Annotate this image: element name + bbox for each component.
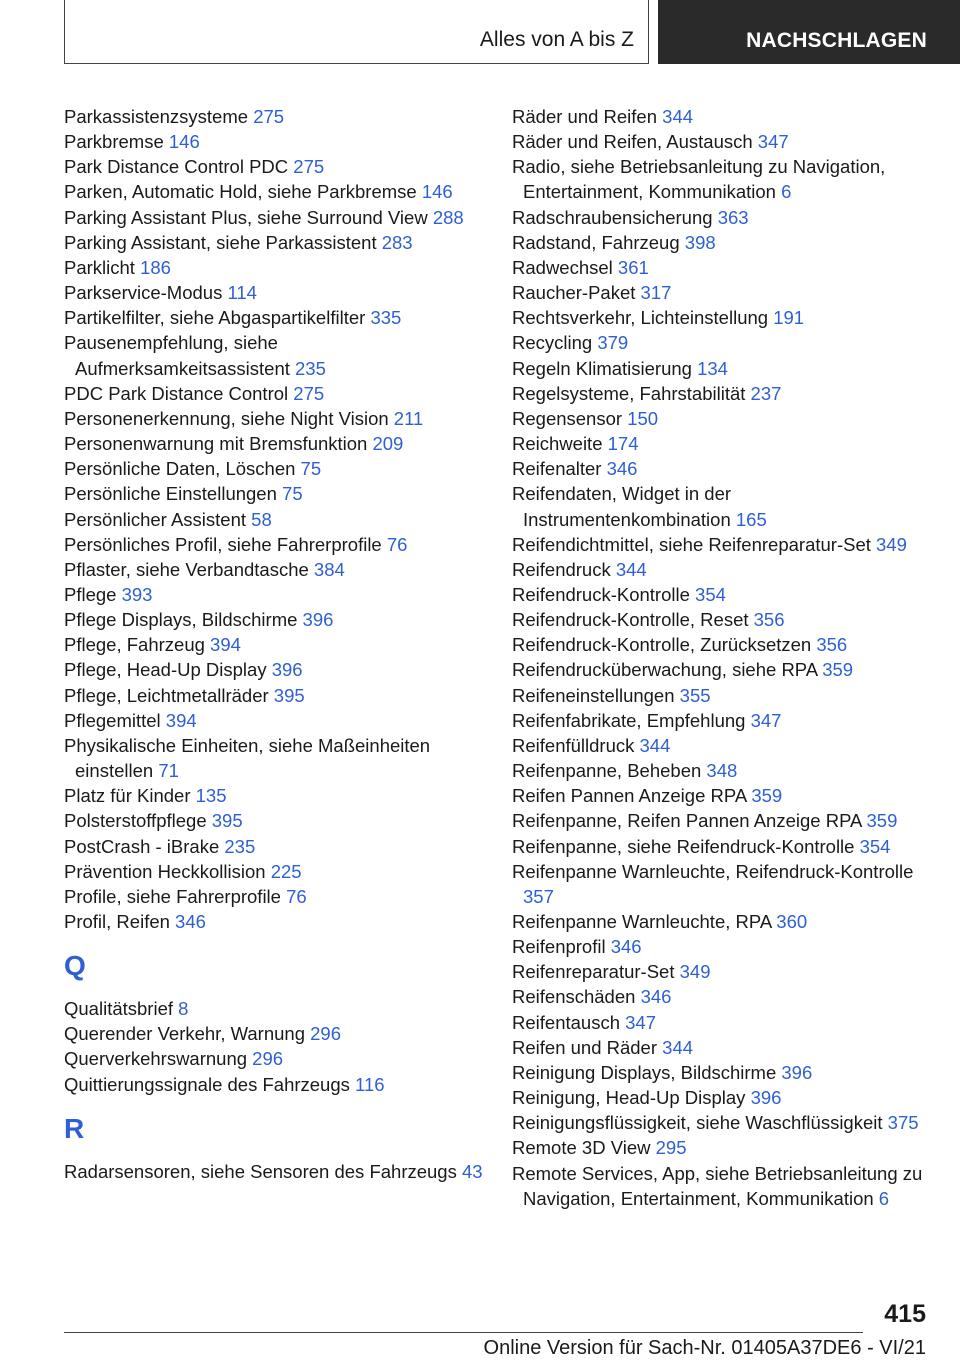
index-entry-term: Reinigungsflüssigkeit, siehe Waschflüssigkeit: [512, 1112, 888, 1134]
index-entry-page-link[interactable]: 360: [776, 911, 808, 932]
index-entry-page-link[interactable]: 165: [735, 508, 767, 530]
index-entry: [512, 834, 932, 859]
index-entry-page-link[interactable]: 75: [300, 458, 322, 480]
index-entry: [512, 280, 932, 305]
index-entry: [64, 532, 484, 557]
index-entry-page-link[interactable]: 346: [610, 936, 642, 958]
index-entry-page-link[interactable]: 58: [251, 508, 272, 530]
index-entry-term: Pflege, Head-Up Display: [64, 659, 272, 681]
index-entry: [64, 859, 484, 884]
index-entry: [64, 909, 484, 934]
index-entry: [512, 381, 932, 406]
index-entry: [64, 1072, 484, 1097]
index-entry: [64, 808, 484, 833]
index-entry: [512, 330, 932, 355]
index-entry-page-link[interactable]: 359: [866, 810, 898, 832]
index-entry: [512, 657, 932, 682]
index-entry-term: Parkservice-Modus: [64, 282, 228, 304]
index-entry: [64, 632, 484, 657]
index-entry-page-link[interactable]: 135: [195, 785, 227, 807]
index-entry-page-link[interactable]: 43: [462, 1160, 483, 1182]
index-entry-term: Radschraubensicherung: [512, 206, 718, 228]
index-entry-term: Profil, Reifen: [64, 911, 176, 932]
index-entry-term: Polsterstoffpflege: [64, 810, 212, 832]
index-entry-page-link[interactable]: 146: [168, 131, 200, 153]
index-entry: [64, 205, 484, 230]
index-entry-page-link[interactable]: 116: [355, 1073, 385, 1095]
index-entry-term: Personenerkennung, siehe Night Vision: [64, 407, 394, 429]
header-chapter-title: NACHSCHLAGEN: [746, 29, 927, 52]
index-entry-page-link[interactable]: 296: [310, 1023, 341, 1045]
index-entry: [64, 683, 484, 708]
index-entry: [512, 733, 932, 758]
index-entry-page-link[interactable]: 395: [273, 684, 305, 706]
index-entry-page-link[interactable]: 355: [679, 684, 711, 706]
index-entry-page-link[interactable]: 114: [227, 282, 257, 304]
index-entry-term: Persönliche Daten, Löschen: [64, 458, 301, 480]
index-entry-term: Reifenpanne, siehe Reifendruck-Kontrolle: [512, 835, 860, 857]
index-entry-page-link[interactable]: 396: [781, 1061, 813, 1083]
index-entry-page-link[interactable]: 8: [178, 998, 189, 1020]
index-entry: [512, 154, 932, 204]
index-entry-term: Regelsysteme, Fahrstabilität: [512, 382, 751, 404]
index-entry: [512, 1161, 932, 1211]
index-entry: [64, 280, 484, 305]
index-entry-term: Reifendrucküberwachung, siehe RPA: [512, 659, 823, 681]
index-entry: [512, 431, 932, 456]
index-entry-term: PostCrash - iBrake: [64, 835, 225, 857]
index-entry-term: Parken, Automatic Hold, siehe Parkbremse: [64, 181, 422, 203]
index-entry: [64, 708, 484, 733]
index-entry-term: Physikalische Einheiten, siehe Maßeinheiten einstellen: [64, 734, 431, 782]
index-entry-page-link[interactable]: 354: [695, 583, 726, 605]
index-entry-term: Partikelfilter, siehe Abgaspartikelfilter: [64, 307, 371, 329]
index-entry-term: Regeln Klimatisierung: [512, 357, 698, 379]
index-entry-page-link[interactable]: 146: [421, 181, 453, 203]
index-entry: [64, 996, 484, 1021]
index-entry-page-link[interactable]: 356: [816, 634, 848, 656]
index-entry-term: Reifenprofil: [512, 936, 611, 958]
index-entry-term: Quittierungssignale des Fahrzeugs: [64, 1073, 356, 1095]
header-section-box: [64, 0, 649, 64]
index-entry-term: Reifendruck: [512, 558, 616, 580]
index-entry-term: Pausenempfehlung, siehe Aufmerksamkeitsassistent: [64, 332, 296, 379]
index-entry-page-link[interactable]: 349: [876, 533, 907, 555]
index-entry-page-link[interactable]: 396: [271, 659, 303, 681]
index-entry-page-link[interactable]: 295: [655, 1137, 687, 1159]
index-entry-term: Radio, siehe Betriebsanleitung zu Navigation, Entertainment, Kommunikation: [512, 156, 886, 203]
index-entry-term: Remote 3D View: [512, 1137, 656, 1159]
index-entry: [512, 758, 932, 783]
index-entry: [64, 406, 484, 431]
index-entry: [512, 205, 932, 230]
index-entry: [64, 582, 484, 607]
index-entry-page-link[interactable]: 363: [717, 206, 749, 228]
index-entry-term: Recycling: [512, 332, 598, 354]
index-entry-page-link[interactable]: 348: [706, 760, 738, 782]
index-entry-page-link[interactable]: 359: [751, 785, 783, 807]
index-column-right: [512, 104, 932, 1211]
index-entry-term: Reifen und Räder: [512, 1036, 663, 1058]
index-entry-page-link[interactable]: 346: [606, 458, 638, 480]
index-entry-page-link[interactable]: 346: [640, 986, 672, 1008]
index-entry: [512, 607, 932, 632]
index-entry-term: Reifendruck-Kontrolle, Reset: [512, 609, 754, 631]
index-entry-page-link[interactable]: 191: [773, 307, 805, 329]
index-entry: [64, 456, 484, 481]
index-letter-heading: Q: [64, 950, 86, 982]
index-entry-page-link[interactable]: 344: [662, 1036, 694, 1058]
index-entry: [512, 481, 932, 531]
index-entry: [64, 129, 484, 154]
index-entry-page-link[interactable]: 283: [381, 231, 413, 253]
index-entry: [64, 657, 484, 682]
index-entry-term: Park Distance Control PDC: [64, 156, 294, 178]
index-entry-page-link[interactable]: 317: [640, 282, 672, 304]
index-letter-heading: R: [64, 1112, 85, 1144]
index-entry: [512, 1135, 932, 1160]
index-entry: [512, 808, 932, 833]
index-entry-term: Persönliche Einstellungen: [64, 483, 283, 505]
page-number: 415: [884, 1300, 926, 1328]
index-entry: [512, 557, 932, 582]
index-entry-page-link[interactable]: 379: [597, 332, 629, 354]
index-entry-page-link[interactable]: 150: [627, 407, 659, 429]
index-entry-page-link[interactable]: 76: [386, 533, 408, 555]
footer-divider: [64, 1332, 863, 1333]
index-entry: [64, 834, 484, 859]
index-entry-page-link[interactable]: 396: [302, 609, 334, 631]
index-entry: [512, 1060, 932, 1085]
index-entry-page-link[interactable]: 235: [295, 357, 326, 379]
index-entry-term: Reifendruck-Kontrolle, Zurücksetzen: [512, 634, 817, 656]
index-entry: [512, 1035, 932, 1060]
index-entry-page-link[interactable]: 225: [270, 860, 302, 882]
index-entry-page-link[interactable]: 384: [313, 558, 345, 580]
index-entry: [512, 934, 932, 959]
index-entry: [512, 632, 932, 657]
index-entry: [64, 1159, 484, 1184]
index-entry-page-link[interactable]: 186: [140, 256, 171, 278]
index-entry-term: Reifendaten, Widget in der Instrumentenkombination: [512, 483, 736, 530]
index-entry: [64, 607, 484, 632]
index-entry-page-link[interactable]: 344: [662, 106, 694, 127]
index-entry-page-link[interactable]: 174: [607, 433, 639, 455]
index-entry-page-link[interactable]: 394: [210, 634, 241, 656]
index-entry-page-link[interactable]: 335: [370, 307, 402, 329]
index-entry-page-link[interactable]: 344: [615, 558, 647, 580]
index-entry-term: Reifenfülldruck: [512, 734, 640, 756]
index-entry: [64, 733, 484, 783]
index-entry: [512, 582, 932, 607]
index-entry-term: Räder und Reifen, Austausch: [512, 131, 758, 153]
index-entry: [64, 431, 484, 456]
index-entry-page-link[interactable]: 344: [639, 734, 671, 756]
index-entry-term: Querverkehrswarnung: [64, 1048, 253, 1070]
index-entry-term: Personenwarnung mit Bremsfunktion: [64, 433, 373, 455]
index-entry-term: Querender Verkehr, Warnung: [64, 1023, 311, 1045]
index-entry-page-link[interactable]: 296: [252, 1048, 284, 1070]
index-entry-term: Reifenpanne Warnleuchte, RPA: [512, 911, 777, 932]
index-entry-page-link[interactable]: 288: [432, 206, 464, 228]
index-entry-page-link[interactable]: 396: [750, 1087, 782, 1109]
index-entry-page-link[interactable]: 398: [684, 231, 716, 253]
index-entry-page-link[interactable]: 134: [697, 357, 728, 379]
index-entry-term: Prävention Heckkollision: [64, 860, 271, 882]
index-entry-term: Reifenfabrikate, Empfehlung: [512, 709, 751, 731]
index-entry-page-link[interactable]: 347: [750, 709, 782, 731]
index-entry: [64, 557, 484, 582]
index-entry-page-link[interactable]: 211: [393, 407, 424, 429]
index-entry: [64, 104, 484, 129]
index-entry-page-link[interactable]: 346: [175, 911, 206, 932]
index-entry-term: Radstand, Fahrzeug: [512, 231, 685, 253]
index-entry: [512, 356, 932, 381]
index-entry: [512, 255, 932, 280]
index-entry: [64, 179, 484, 204]
index-entry-term: Persönlicher Assistent: [64, 508, 252, 530]
index-entry-term: Qualitätsbrief: [64, 998, 179, 1020]
index-entry-page-link[interactable]: 395: [211, 810, 243, 832]
index-entry-page-link[interactable]: 354: [859, 835, 891, 857]
index-entry-page-link[interactable]: 347: [757, 131, 789, 153]
index-entry-term: Reichweite: [512, 433, 608, 455]
index-entry-page-link[interactable]: 237: [750, 382, 782, 404]
index-entry-page-link[interactable]: 349: [679, 961, 711, 983]
index-entry-term: Persönliches Profil, siehe Fahrerprofile: [64, 533, 387, 555]
header-chapter-tab: [658, 0, 960, 64]
index-entry-term: Reifendruck-Kontrolle: [512, 583, 696, 605]
index-entry-term: Parkassistenzsysteme: [64, 106, 254, 127]
index-entry: [512, 1110, 932, 1135]
index-entry: [512, 129, 932, 154]
index-entry-term: Reinigung, Head-Up Display: [512, 1087, 751, 1109]
index-entry-term: Pflaster, siehe Verbandtasche: [64, 558, 314, 580]
index-entry: [512, 859, 932, 909]
index-entry: [512, 406, 932, 431]
index-entry-term: Parklicht: [64, 256, 141, 278]
index-entry: [64, 1046, 484, 1071]
index-entry-page-link[interactable]: 6: [878, 1187, 890, 1209]
index-entry: [512, 1010, 932, 1035]
index-entry-page-link[interactable]: 76: [286, 885, 307, 907]
index-entry-term: Parking Assistant, siehe Parkassistent: [64, 231, 382, 253]
index-entry-term: Reifeneinstellungen: [512, 684, 680, 706]
index-entry-term: Pflege Displays, Bildschirme: [64, 609, 303, 631]
index-entry-term: Reifenalter: [512, 458, 607, 480]
index-entry: [512, 783, 932, 808]
index-entry-term: Pflege, Fahrzeug: [64, 634, 211, 656]
index-entry-term: Reifenschäden: [512, 986, 641, 1008]
index-entry-term: Reifenreparatur-Set: [512, 961, 680, 983]
index-entry-term: Reifen Pannen Anzeige RPA: [512, 785, 752, 807]
index-entry: [512, 305, 932, 330]
index-entry-term: Reifenpanne, Reifen Pannen Anzeige RPA: [512, 810, 867, 832]
index-entry-page-link[interactable]: 375: [887, 1112, 919, 1134]
index-entry-page-link[interactable]: 357: [523, 885, 554, 907]
index-entry-page-link[interactable]: 6: [781, 181, 792, 203]
index-entry-page-link[interactable]: 347: [625, 1011, 656, 1033]
index-entry-page-link[interactable]: 209: [372, 433, 404, 455]
index-entry-term: Reinigung Displays, Bildschirme: [512, 1061, 782, 1083]
index-entry-term: Pflege: [64, 583, 122, 605]
index-entry-page-link[interactable]: 235: [224, 835, 256, 857]
index-entry: [512, 959, 932, 984]
index-entry: [512, 230, 932, 255]
index-entry-term: Parkbremse: [64, 131, 169, 153]
index-entry-page-link[interactable]: 393: [121, 583, 153, 605]
index-entry: [64, 255, 484, 280]
index-entry: [64, 1021, 484, 1046]
index-entry-page-link[interactable]: 275: [293, 156, 325, 178]
index-entry-page-link[interactable]: 275: [293, 382, 325, 404]
header-section-title: Alles von A bis Z: [479, 28, 634, 51]
index-entry-term: Radarsensoren, siehe Sensoren des Fahrzeugs: [64, 1160, 462, 1182]
index-entry-term: Radwechsel: [512, 256, 618, 278]
index-entry: [512, 532, 932, 557]
index-entry-term: Reifenpanne, Beheben: [512, 760, 707, 782]
index-entry: [64, 381, 484, 406]
index-entry-term: Reifenpanne Warnleuchte, Reifendruck-Kontrolle: [512, 860, 914, 882]
index-entry: [64, 507, 484, 532]
index-entry-term: Rechtsverkehr, Lichteinstellung: [512, 307, 774, 329]
index-entry: [512, 984, 932, 1009]
index-entry: [64, 305, 484, 330]
index-entry-page-link[interactable]: 361: [617, 256, 649, 278]
index-entry-term: Räder und Reifen: [512, 106, 663, 127]
index-entry-page-link[interactable]: 75: [282, 483, 303, 505]
index-entry-term: Platz für Kinder: [64, 785, 196, 807]
index-entry-page-link[interactable]: 356: [753, 609, 785, 631]
index-entry: [512, 456, 932, 481]
index-entry: [64, 154, 484, 179]
index-entry-term: Pflegemittel: [64, 709, 166, 731]
index-entry-term: Reifendichtmittel, siehe Reifenreparatur-Set: [512, 533, 877, 555]
index-entry: [64, 330, 484, 380]
index-entry-term: Profile, siehe Fahrerprofile: [64, 885, 287, 907]
index-entry-term: Reifentausch: [512, 1011, 626, 1033]
index-entry-term: Parking Assistant Plus, siehe Surround View: [64, 206, 433, 228]
index-entry: [64, 230, 484, 255]
index-entry: [512, 104, 932, 129]
index-entry: [512, 708, 932, 733]
index-entry-term: Remote Services, App, siehe Betriebsanleitung zu Navigation, Entertainment, Kommunikation: [512, 1162, 923, 1209]
index-entry-term: Raucher-Paket: [512, 282, 641, 304]
index-entry: [64, 884, 484, 909]
index-entry: [512, 683, 932, 708]
index-entry-page-link[interactable]: 71: [158, 760, 179, 782]
index-entry-term: PDC Park Distance Control: [64, 382, 294, 404]
index-entry-term: Regensensor: [512, 407, 628, 429]
index-column-left: [64, 104, 484, 1184]
index-entry: [512, 909, 932, 934]
index-entry-page-link[interactable]: 359: [822, 659, 854, 681]
index-entry: [64, 783, 484, 808]
index-entry-page-link[interactable]: 394: [165, 709, 197, 731]
index-entry: [512, 1085, 932, 1110]
index-entry-term: Pflege, Leichtmetallräder: [64, 684, 274, 706]
footer-version-text: Online Version für Sach-Nr. 01405A37DE6 - VI/21: [483, 1337, 926, 1359]
index-entry-page-link[interactable]: 275: [253, 106, 285, 127]
index-entry: [64, 481, 484, 506]
